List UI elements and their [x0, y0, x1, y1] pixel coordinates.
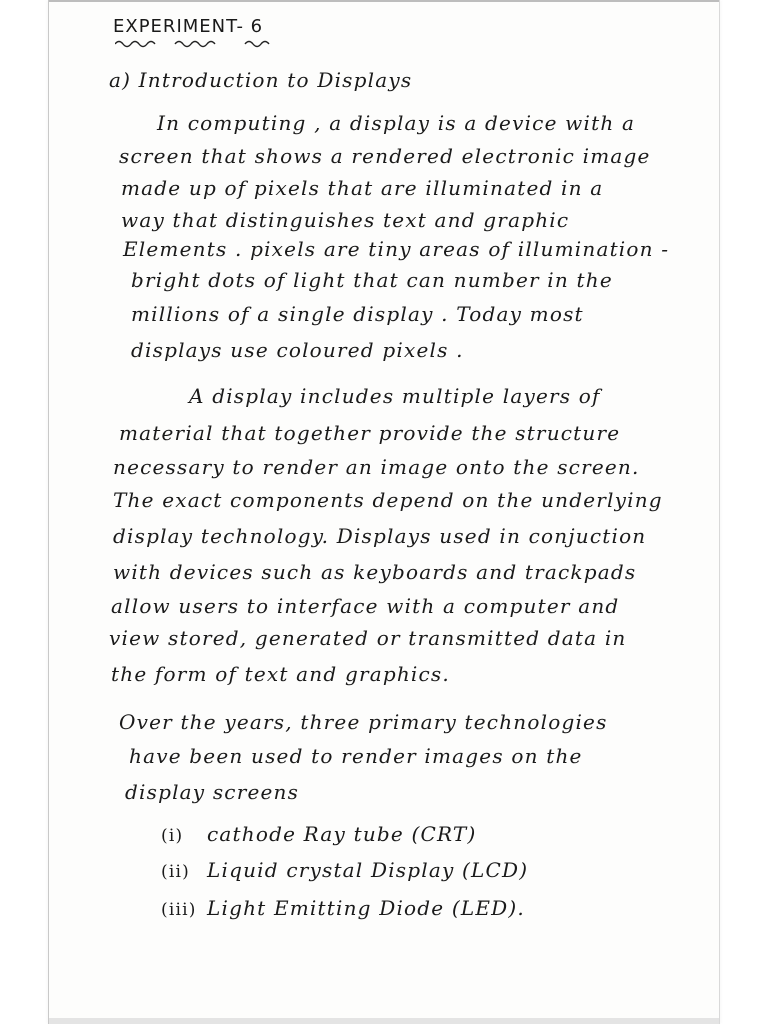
paragraph2-line-3: necessary to render an image onto the screen.	[113, 455, 640, 479]
bottom-edge	[49, 1018, 719, 1024]
paragraph2-line-9: the form of text and graphics.	[111, 662, 450, 686]
list-item	[161, 860, 528, 881]
paragraph1-line-3: made up of pixels that are illuminated in a	[121, 176, 604, 200]
paragraph1-line-8: displays use coloured pixels .	[131, 338, 464, 362]
list-item	[161, 898, 525, 919]
paragraph2-line-6: with devices such as keyboards and trackpads	[113, 560, 637, 584]
paragraph2-line-4: The exact components depend on the underlying	[113, 488, 663, 512]
list-marker: (ii)	[161, 862, 190, 882]
title-underline-squiggle	[115, 38, 275, 48]
list-item-text: Light Emitting Diode (LED).	[207, 896, 525, 920]
list-item	[161, 824, 476, 845]
paragraph3-line-2: have been used to render images on the	[129, 744, 583, 768]
notebook-page	[48, 0, 720, 1024]
paragraph2-line-2: material that together provide the structure	[119, 421, 621, 445]
paragraph3-line-3: display screens	[125, 780, 300, 804]
paragraph1-line-5: Elements . pixels are tiny areas of illumination -	[123, 237, 670, 261]
top-edge	[49, 0, 719, 2]
paragraph2-line-5: display technology. Displays used in conjuction	[113, 524, 647, 548]
paragraph1-line-7: millions of a single display . Today most	[131, 302, 584, 326]
paragraph3-line-1: Over the years, three primary technologies	[119, 710, 608, 734]
list-marker: (i)	[161, 826, 184, 846]
experiment-title: EXPERIMENT- 6	[113, 16, 264, 37]
section-heading: a) Introduction to Displays	[109, 68, 413, 92]
paragraph2-line-7: allow users to interface with a computer and	[111, 594, 620, 618]
paragraph1-line-4: way that distinguishes text and graphic	[121, 208, 570, 232]
paragraph1-line-6: bright dots of light that can number in the	[131, 268, 613, 292]
list-marker: (iii)	[161, 900, 197, 920]
list-item-text: cathode Ray tube (CRT)	[207, 822, 477, 846]
paragraph1-line-2: screen that shows a rendered electronic image	[119, 144, 651, 168]
list-item-text: Liquid crystal Display (LCD)	[207, 858, 529, 882]
paragraph2-line-8: view stored, generated or transmitted data in	[109, 626, 627, 650]
paragraph1-line-1: In computing , a display is a device with a	[157, 111, 636, 135]
paragraph2-line-1: A display includes multiple layers of	[189, 384, 601, 408]
